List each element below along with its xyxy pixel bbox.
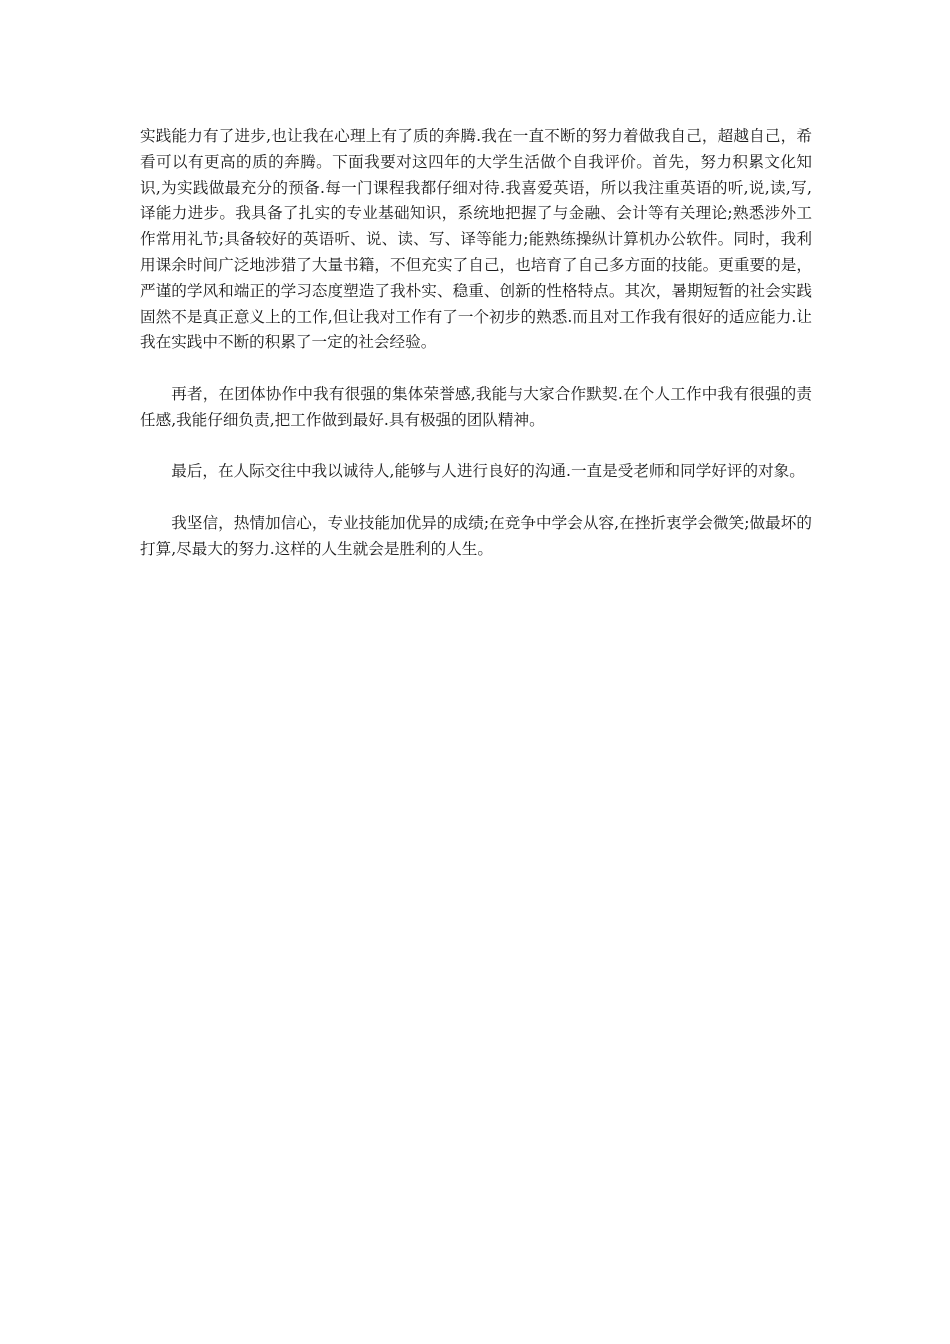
paragraph-2: 再者，在团体协作中我有很强的集体荣誉感,我能与大家合作默契.在个人工作中我有很强的责任感,我能仔细负责,把工作做到最好.具有极强的团队精神。: [140, 384, 812, 429]
paragraph-3: 最后，在人际交往中我以诚待人,能够与人进行良好的沟通.一直是受老师和同学好评的对象。: [171, 462, 805, 481]
paragraph-1: 实践能力有了进步,也让我在心理上有了质的奔腾.我在一直不断的努力着做我自己，超越自己，希看可以有更高的质的奔腾。下面我要对这四年的大学生活做个自我评价。首先，努力积累文化知识,为实践做最充分的预备.每一门课程我都仔细对待.我喜爱英语，所以我注重英语的听,说,读,写,译能力进步。我具备了扎实的专业基础知识，系统地把握了与金融、会计等有关理论;熟悉涉外工作常用礼节;具备较好的英语听、说、读、写、译等能力;能熟练操纵计算机办公软件。同时，我利用课余时间广泛地涉猎了大量书籍，不但充实了自己，也培育了自己多方面的技能。更重要的是，严谨的学风和端正的学习态度塑造了我朴实、稳重、创新的性格特点。其次，暑期短暂的社会实践固然不是真正意义上的工作,但让我对工作有了一个初步的熟悉.而且对工作我有很好的适应能力.让我在实践中不断的积累了一定的社会经验。: [140, 127, 812, 352]
paragraph-4: 我坚信，热情加信心，专业技能加优异的成绩;在竞争中学会从容,在挫折衷学会微笑;做最坏的打算,尽最大的努力.这样的人生就会是胜利的人生。: [140, 513, 812, 558]
document-body: [140, 124, 812, 588]
